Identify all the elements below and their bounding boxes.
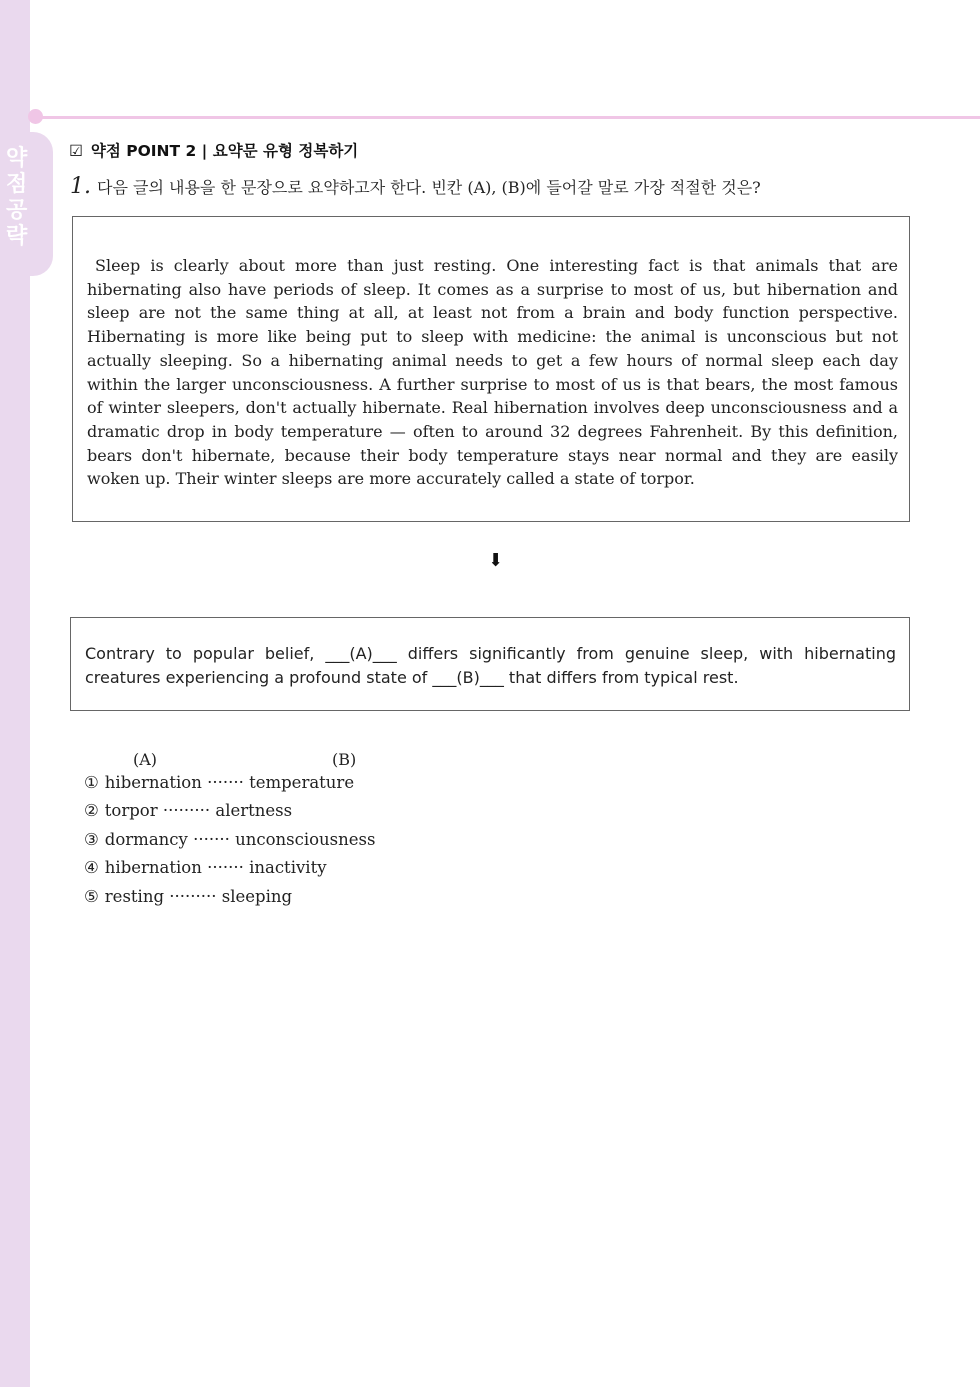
choice-b: alertness xyxy=(215,801,293,820)
choice-a: hibernation xyxy=(104,858,202,877)
answer-choice-2[interactable] xyxy=(84,801,292,820)
header-rule xyxy=(34,116,980,119)
choice-a: torpor xyxy=(104,801,158,820)
choice-number: ② xyxy=(84,801,99,820)
choice-number: ④ xyxy=(84,858,99,877)
column-header-a: (A) xyxy=(133,750,158,769)
down-arrow-icon: ⬇ xyxy=(488,550,504,571)
choice-a: hibernation xyxy=(104,773,202,792)
passage-text: Sleep is clearly about more than just resting. One interesting fact is that animals that are hibernating also have periods of sleep. It comes as a surprise to most of us, but hibernation and sleep are not the same thing at all, at least not from a brain and body function perspective. Hibernating is more like being put to sleep with medicine: the animal is unconscious but not actually sleeping. So a hibernating animal needs to get a few hours of normal sleep each day within the larger unconsciousness. A further surprise to most of us is that bears, the most famous of winter sleepers, don't actually hibernate. Real hibernation involves deep unconsciousness and a dramatic drop in body temperature — often to around 32 degrees Fahrenheit. By this definition, bears don't hibernate, because their body temperature stays near normal and they are easily woken up. Their winter sleeps are more accurately called a state of torpor. xyxy=(87,256,898,489)
question-number: 1. xyxy=(70,174,91,199)
passage-box xyxy=(72,216,910,522)
answer-choice-4[interactable] xyxy=(84,858,327,877)
choice-a: resting xyxy=(104,887,165,906)
choice-b: inactivity xyxy=(249,858,327,877)
choice-b: temperature xyxy=(249,773,355,792)
choice-b: unconsciousness xyxy=(235,830,376,849)
answer-choice-3[interactable] xyxy=(84,830,375,849)
choice-number: ③ xyxy=(84,830,99,849)
choice-separator: ······· xyxy=(207,858,244,877)
choice-separator: ········· xyxy=(169,887,217,906)
side-label: 약점공략 xyxy=(6,146,28,249)
question xyxy=(70,174,761,199)
choice-number: ⑤ xyxy=(84,887,99,906)
summary-box xyxy=(70,617,910,711)
answer-choice-5[interactable] xyxy=(84,887,292,906)
choice-separator: ······· xyxy=(193,830,230,849)
summary-text: Contrary to popular belief, ___(A)___ differs significantly from genuine sleep, with hibernating creatures experiencing a profound state of ___(B)___ that differs from typical rest. xyxy=(85,644,896,687)
checkbox-icon: ☑ xyxy=(69,142,83,160)
section-heading xyxy=(69,139,358,161)
question-text: 다음 글의 내용을 한 문장으로 요약하고자 한다. 빈칸 (A), (B)에 들어갈 말로 가장 적절한 것은? xyxy=(97,178,761,197)
column-header-b: (B) xyxy=(332,750,357,769)
choice-b: sleeping xyxy=(221,887,293,906)
choice-number: ① xyxy=(84,773,99,792)
choice-separator: ······· xyxy=(207,773,244,792)
section-title: 약점 POINT 2 | 요약문 유형 정복하기 xyxy=(90,142,359,160)
choice-separator: ········· xyxy=(162,801,211,820)
answer-choice-1[interactable] xyxy=(84,773,354,792)
choice-a: dormancy xyxy=(104,830,188,849)
